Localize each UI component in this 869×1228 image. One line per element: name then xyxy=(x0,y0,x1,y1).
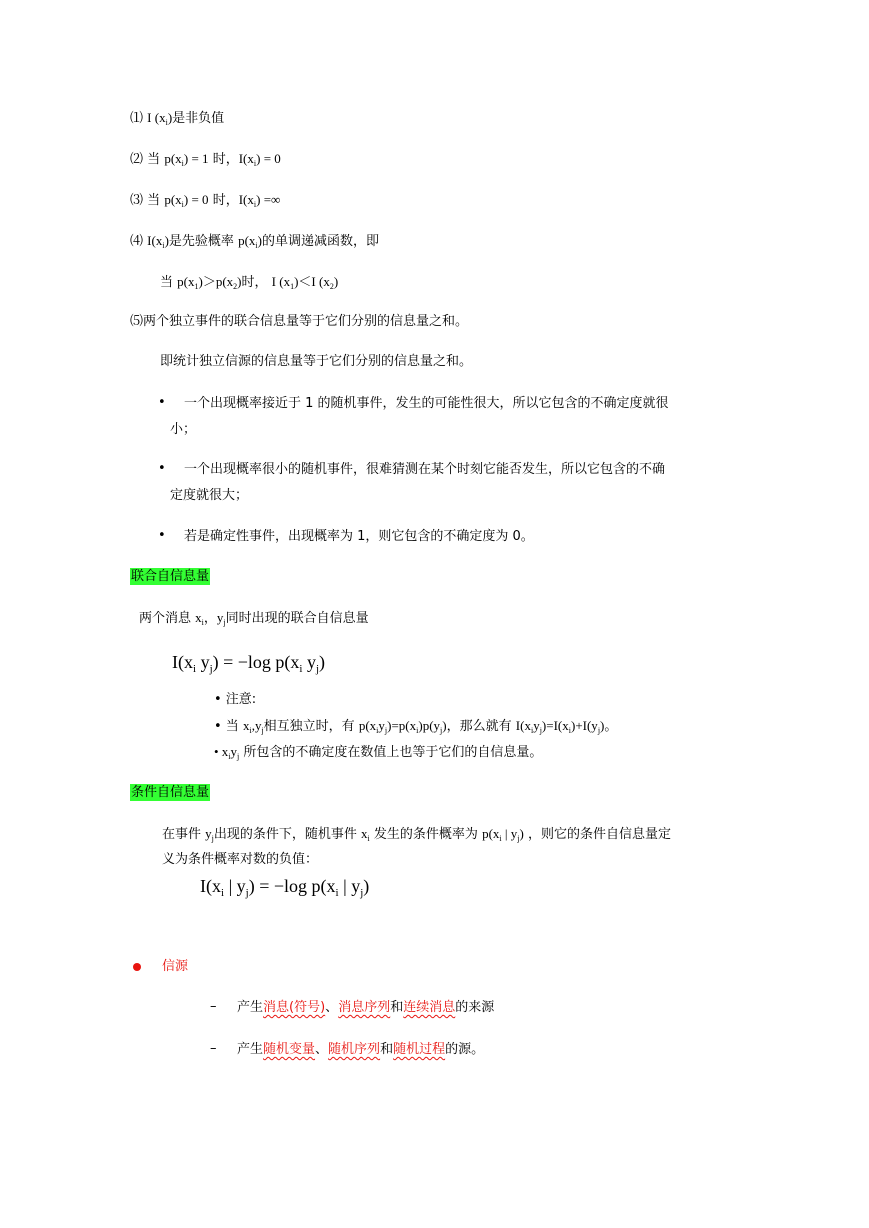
bullet-2-line-1: 一个出现概率很小的随机事件，很难猜测在某个时刻它能否发生，所以它包含的不确 xyxy=(184,462,666,477)
prop-formula: $I(x_i) = 0$ xyxy=(238,151,281,168)
prop-label: ⑸ xyxy=(130,314,144,329)
source-term: 消息序列 xyxy=(338,1000,391,1015)
property-4 xyxy=(130,232,379,251)
joint-heading-text: 联合自信息量 xyxy=(131,569,210,584)
prop-formula: $I(x_i)$ =∞ xyxy=(238,192,281,209)
prop-label: ⑷ xyxy=(130,234,144,249)
prop-formula: I $(x_1)<I$ $(x_2)$ xyxy=(271,274,339,291)
property-4-detail xyxy=(160,273,338,292)
property-1 xyxy=(130,109,224,128)
property-2 xyxy=(130,150,281,169)
source-line-1: 产生消息(符号)、消息序列和连续消息的来源 xyxy=(237,1000,495,1015)
cond-heading xyxy=(130,784,210,802)
source-term: 连续消息 xyxy=(403,1000,456,1015)
source-title: 信源 xyxy=(162,959,189,974)
bullet-icon: • xyxy=(158,528,166,543)
bullet-dot-icon xyxy=(133,963,141,971)
property-3 xyxy=(130,191,280,210)
source-term: 消息(符号) xyxy=(263,1000,326,1015)
source-term: 随机变量 xyxy=(263,1042,316,1057)
property-5 xyxy=(130,313,468,331)
bullet-3-line-1: 若是确定性事件，出现概率为 1，则它包含的不确定度为 0。 xyxy=(184,529,534,544)
prop-text: 当 xyxy=(147,152,161,167)
source-term: 随机序列 xyxy=(328,1042,381,1057)
cond-formula: $I(x_i$ | $y_j) = -\log$ $p(x_i$ | $y_j$) xyxy=(200,876,370,899)
cond-line-1: 在事件 $y_j$出现的条件下，随机事件 $x_i$ 发生的条件概率为 $p(x_i$ | $y_j$) ，则它的条件自信息量定 xyxy=(162,826,671,843)
property-5-detail xyxy=(160,353,472,371)
joint-note-2: • 当 $x_i,y_j$相互独立时，有 $p(x_iy_j)=p(x_i)p(y_j)$，那么就有 $I(x_iy_j)=I(x_i)+I(y_j)$。 xyxy=(214,718,618,735)
prop-text: 当 xyxy=(147,193,161,208)
joint-note-1: • 注意: xyxy=(214,692,257,707)
bullet-icon: • xyxy=(158,395,166,410)
prop-formula: $p(x_i)$ xyxy=(238,233,262,250)
prop-text: 时， xyxy=(241,275,268,290)
prop-text: 的单调递减函数，即 xyxy=(261,234,379,249)
bullet-icon: • xyxy=(158,461,166,476)
prop-formula: I $(x_i)$ xyxy=(147,110,173,127)
prop-text: 是非负值 xyxy=(172,111,225,126)
dash-icon: – xyxy=(210,1041,217,1056)
bullet-1-line-1: 一个出现概率接近于 1 的随机事件，发生的可能性很大，所以它包含的不确定度就很 xyxy=(184,396,669,411)
joint-note-3: • $x_iy_j$ 所包含的不确定度在数值上也等于它们的自信息量。 xyxy=(214,744,543,761)
prop-text: 时， xyxy=(212,152,239,167)
joint-formula: $I(x_i$ $y_j) = -\log$ $p(x_i$ $y_j$) xyxy=(172,652,326,675)
prop-label: ⑵ xyxy=(130,152,144,167)
prop-text: 即统计独立信源的信息量等于它们分别的信息量之和。 xyxy=(160,354,473,369)
cond-line-2: 义为条件概率对数的负值： xyxy=(162,852,319,867)
prop-text: 是先验概率 xyxy=(168,234,234,249)
prop-text: 时， xyxy=(212,193,239,208)
prop-formula: $p(x_i) = 0$ xyxy=(164,192,209,209)
prop-formula: $p(x_1)>p(x_2)$ xyxy=(177,274,242,291)
prop-text: 当 xyxy=(160,275,174,290)
prop-formula: $I(x_i)$ xyxy=(147,233,169,250)
bullet-1-line-2: 小； xyxy=(170,422,197,437)
joint-heading xyxy=(130,568,210,586)
prop-formula: $p(x_i) = 1$ xyxy=(164,151,209,168)
prop-label: ⑶ xyxy=(130,193,144,208)
source-line-2: 产生随机变量、随机序列和随机过程的源。 xyxy=(237,1042,485,1057)
prop-label: ⑴ xyxy=(130,111,144,126)
cond-heading-text: 条件自信息量 xyxy=(131,785,210,800)
bullet-2-line-2: 定度就很大； xyxy=(170,488,249,503)
joint-intro: 两个消息 $x_i$，$y_j$同时出现的联合自信息量 xyxy=(139,610,369,627)
prop-text: 两个独立事件的联合信息量等于它们分别的信息量之和。 xyxy=(143,314,469,329)
source-term: 随机过程 xyxy=(393,1042,446,1057)
dash-icon: – xyxy=(210,999,217,1014)
